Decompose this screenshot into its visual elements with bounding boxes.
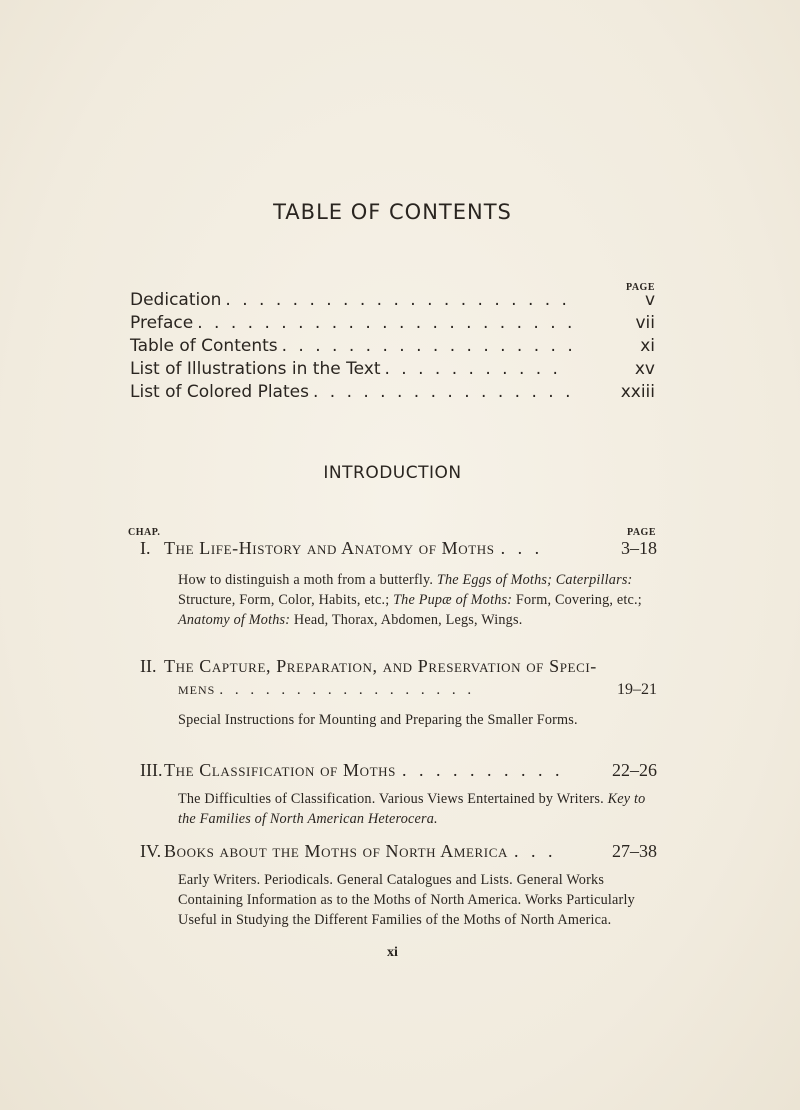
chapter-summary	[178, 789, 648, 829]
page-label: PAGE	[626, 527, 656, 538]
summary-text: Head, Thorax, Abdomen, Legs, Wings.	[290, 612, 523, 628]
summary-italic-text: Key to the Families of North American Heterocera.	[178, 791, 646, 827]
chapter-numeral: I.	[140, 538, 151, 558]
chapter-title-continued: MENS	[178, 683, 216, 697]
chapter-title: The Capture, Preparation, and Preservation of Speci-	[164, 656, 597, 676]
chapter-pages: 3–18	[621, 538, 657, 558]
summary-text: How to distinguish a moth from a butterfly.	[178, 572, 437, 588]
leader-dots: . . . . . . . . . . . . . . . . . . . . . . .	[197, 313, 576, 333]
summary-text: Special Instructions for Mounting and Preparing the Smaller Forms.	[178, 712, 578, 728]
front-matter-page: vii	[635, 313, 655, 333]
front-matter-item	[130, 336, 655, 359]
front-matter-item	[130, 382, 655, 405]
summary-italic-text: The Eggs of Moths; Caterpillars:	[436, 572, 633, 588]
front-matter-page: xi	[640, 336, 655, 356]
chapter-entry	[140, 760, 657, 781]
chapter-numeral: III.	[140, 760, 163, 780]
chapter-summary	[178, 710, 648, 730]
leader-dots: . . .	[500, 538, 544, 558]
front-matter-item	[130, 313, 655, 336]
summary-text: Form, Covering, etc.;	[512, 592, 642, 608]
summary-italic-text: The Pupæ of Moths:	[393, 592, 513, 608]
front-matter-page: v	[644, 290, 655, 310]
chapter-pages: 27–38	[612, 841, 657, 861]
summary-text: The Difficulties of Classification. Various Views Entertained by Writers.	[178, 791, 608, 807]
chapter-title-continuation	[178, 681, 657, 699]
chap-label: CHAP.	[128, 527, 161, 538]
chapter-summary	[178, 870, 648, 930]
front-matter-item	[130, 359, 655, 382]
summary-text: Early Writers. Periodicals. General Catalogues and Lists. General Works Containing Information as to the Moths of North America. Works Particularly Useful in Studying the Different Families of the Moths of North America.	[178, 872, 635, 928]
front-matter-label: Dedication	[130, 290, 222, 310]
chapter-title: The Life-History and Anatomy of Moths	[164, 538, 495, 558]
chapter-numeral: II.	[140, 656, 157, 676]
chapter-pages: 19–21	[617, 681, 657, 698]
front-matter-item	[130, 290, 655, 313]
chapter-entry	[140, 656, 657, 677]
chapter-title: Books about the Moths of North America	[164, 841, 508, 861]
front-matter-label: List of Colored Plates	[130, 382, 309, 402]
leader-dots: . . . . . . . . . . . . . . . .	[312, 382, 574, 402]
chapter-summary	[178, 570, 648, 630]
chapter-entry	[140, 538, 657, 559]
leader-dots: . . . . . . . . . . . . . . . . . .	[281, 336, 576, 356]
page-number: xi	[387, 945, 398, 960]
summary-text: Structure, Form, Color, Habits, etc.;	[178, 592, 394, 608]
summary-italic-text: Anatomy of Moths:	[178, 612, 291, 628]
chapter-column-labels	[128, 527, 656, 538]
front-matter-label: Table of Contents	[130, 336, 278, 356]
page-column-label: PAGE	[625, 282, 655, 293]
leader-dots: . . . . . . . . . .	[401, 760, 564, 780]
front-matter-page: xxiii	[620, 382, 655, 402]
chapter-entry	[140, 841, 657, 862]
leader-dots: . . .	[514, 841, 557, 861]
chapter-numeral: IV.	[140, 841, 162, 861]
page-title: TABLE OF CONTENTS	[273, 200, 512, 224]
front-matter-list	[130, 290, 655, 405]
leader-dots: . . . . . . . . . . .	[384, 359, 561, 379]
leader-dots: . . . . . . . . . . . . . . . . . . . . .	[225, 290, 570, 310]
chapter-title: The Classification of Moths	[164, 760, 396, 780]
front-matter-label: Preface	[130, 313, 194, 333]
introduction-heading: INTRODUCTION	[323, 463, 462, 483]
front-matter-page: xv	[634, 359, 655, 379]
leader-dots: . . . . . . . . . . . . . . . . .	[219, 682, 476, 698]
chapter-pages: 22–26	[612, 760, 657, 780]
front-matter-label: List of Illustrations in the Text	[130, 359, 381, 379]
